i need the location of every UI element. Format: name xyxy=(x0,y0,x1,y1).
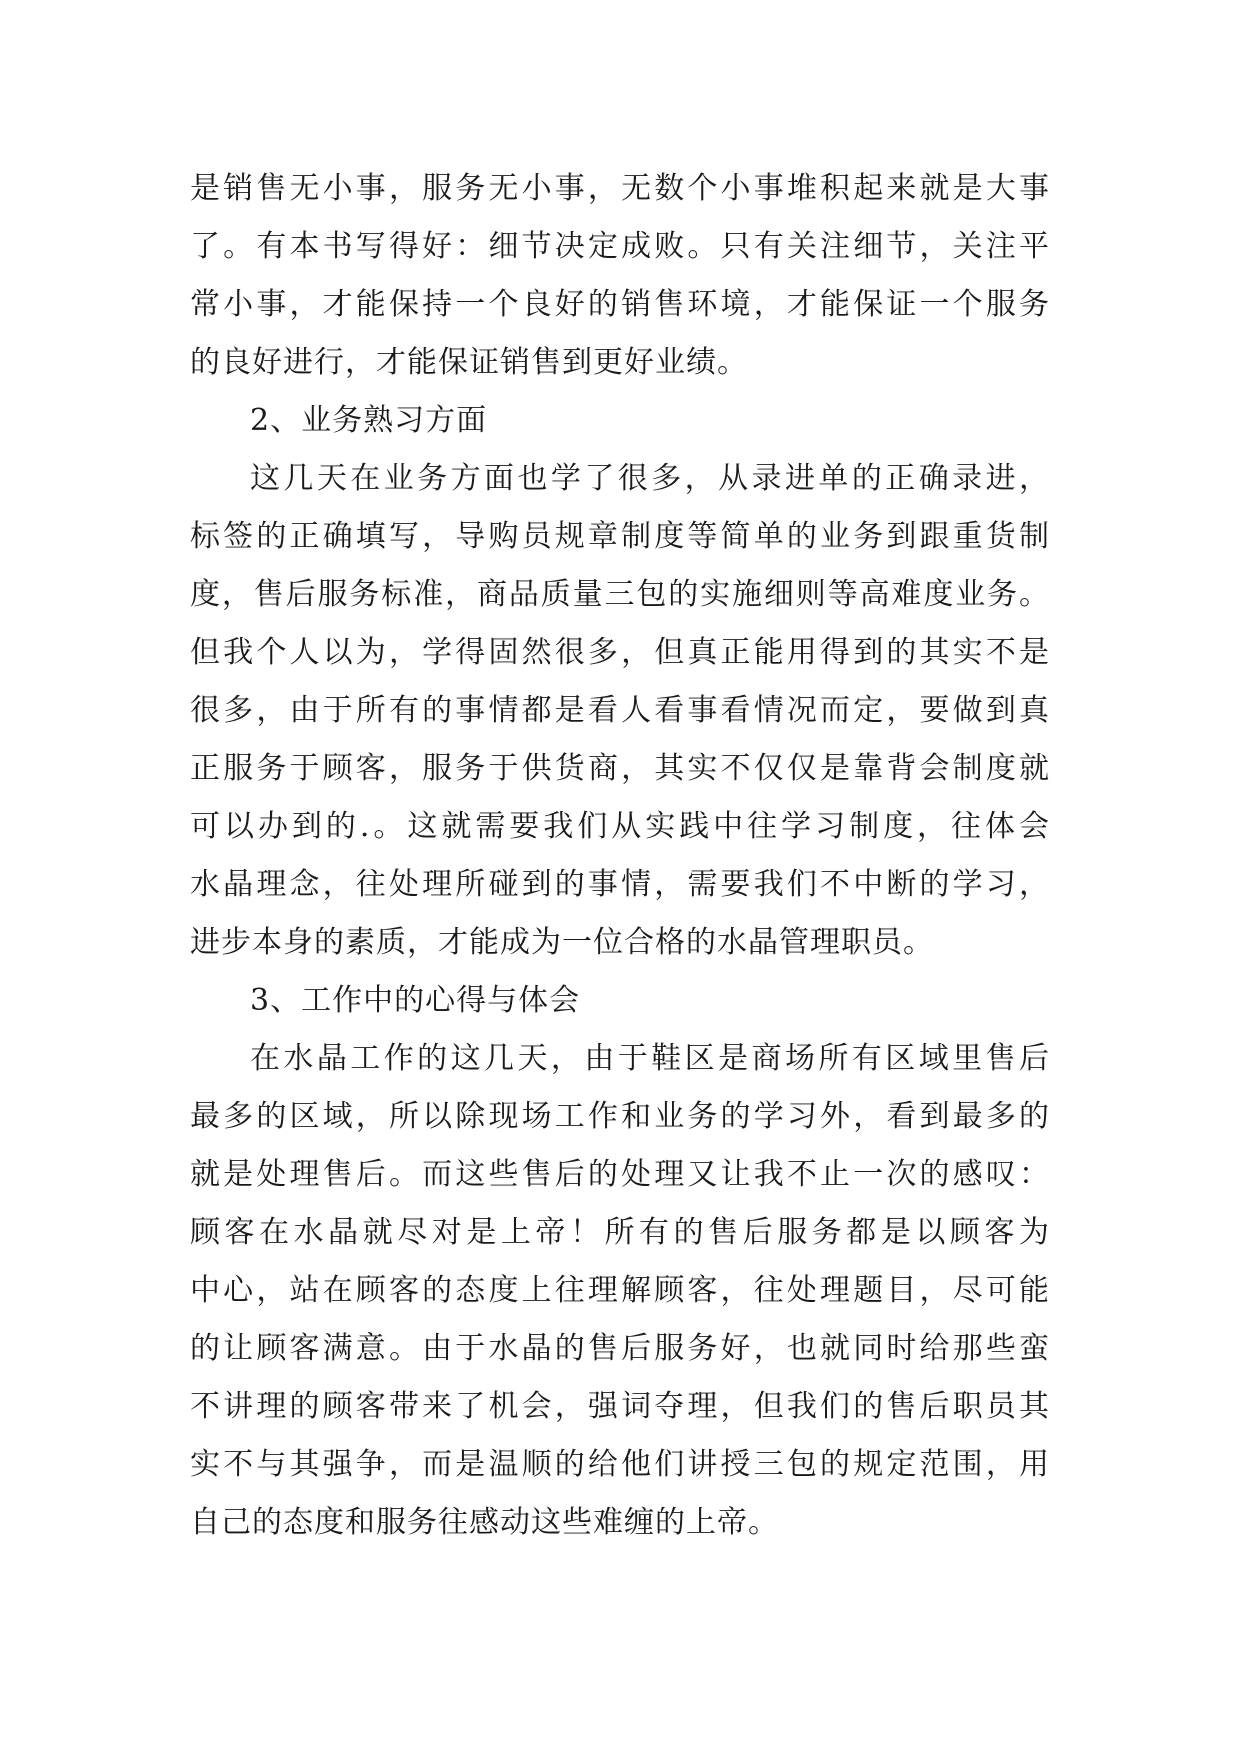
paragraph-1 xyxy=(190,160,1050,392)
text-line: 中心，站在顾客的态度上往理解顾客，往处理题目，尽可能 xyxy=(190,1273,1050,1308)
text-line: 这几天在业务方面也学了很多，从录进单的正确录进， xyxy=(250,461,1050,496)
text-line: 水晶理念，往处理所碰到的事情，需要我们不中断的学习， xyxy=(190,867,1050,902)
text-line: 自己的态度和服务往感动这些难缠的上帝。 xyxy=(190,1505,779,1540)
paragraph-2 xyxy=(190,450,1050,972)
text-line: 可以办到的.。这就需要我们从实践中往学习制度，往体会 xyxy=(190,809,1050,844)
section-heading-2: 2、业务熟习方面 xyxy=(250,403,488,438)
text-line: 的让顾客满意。由于水晶的售后服务好，也就同时给那些蛮 xyxy=(190,1331,1050,1366)
text-line: 实不与其强争，而是温顺的给他们讲授三包的规定范围，用 xyxy=(190,1447,1050,1482)
section-heading-3: 3、工作中的心得与体会 xyxy=(250,983,581,1018)
text-line: 常小事，才能保持一个良好的销售环境，才能保证一个服务 xyxy=(190,287,1050,322)
text-line: 在水晶工作的这几天，由于鞋区是商场所有区域里售后 xyxy=(250,1041,1050,1076)
document-body xyxy=(190,160,1050,1552)
text-line: 度，售后服务标准，商品质量三包的实施细则等高难度业务。 xyxy=(190,577,1050,612)
paragraph-3 xyxy=(190,1030,1050,1552)
text-line: 进步本身的素质，才能成为一位合格的水晶管理职员。 xyxy=(190,925,934,960)
text-line: 正服务于顾客，服务于供货商，其实不仅仅是靠背会制度就 xyxy=(190,751,1050,786)
text-line: 但我个人以为，学得固然很多，但真正能用得到的其实不是 xyxy=(190,635,1050,670)
text-line: 了。有本书写得好：细节决定成败。只有关注细节，关注平 xyxy=(190,229,1050,264)
text-line: 是销售无小事，服务无小事，无数个小事堆积起来就是大事 xyxy=(190,171,1050,206)
text-line: 不讲理的顾客带来了机会，强词夺理，但我们的售后职员其 xyxy=(190,1389,1050,1424)
text-line: 的良好进行，才能保证销售到更好业绩。 xyxy=(190,345,748,380)
text-line: 最多的区域，所以除现场工作和业务的学习外，看到最多的 xyxy=(190,1099,1050,1134)
text-line: 就是处理售后。而这些售后的处理又让我不止一次的感叹： xyxy=(190,1157,1050,1192)
text-line: 标签的正确填写，导购员规章制度等简单的业务到跟重货制 xyxy=(190,519,1050,554)
text-line: 很多，由于所有的事情都是看人看事看情况而定，要做到真 xyxy=(190,693,1050,728)
text-line: 顾客在水晶就尽对是上帝！所有的售后服务都是以顾客为 xyxy=(190,1215,1050,1250)
